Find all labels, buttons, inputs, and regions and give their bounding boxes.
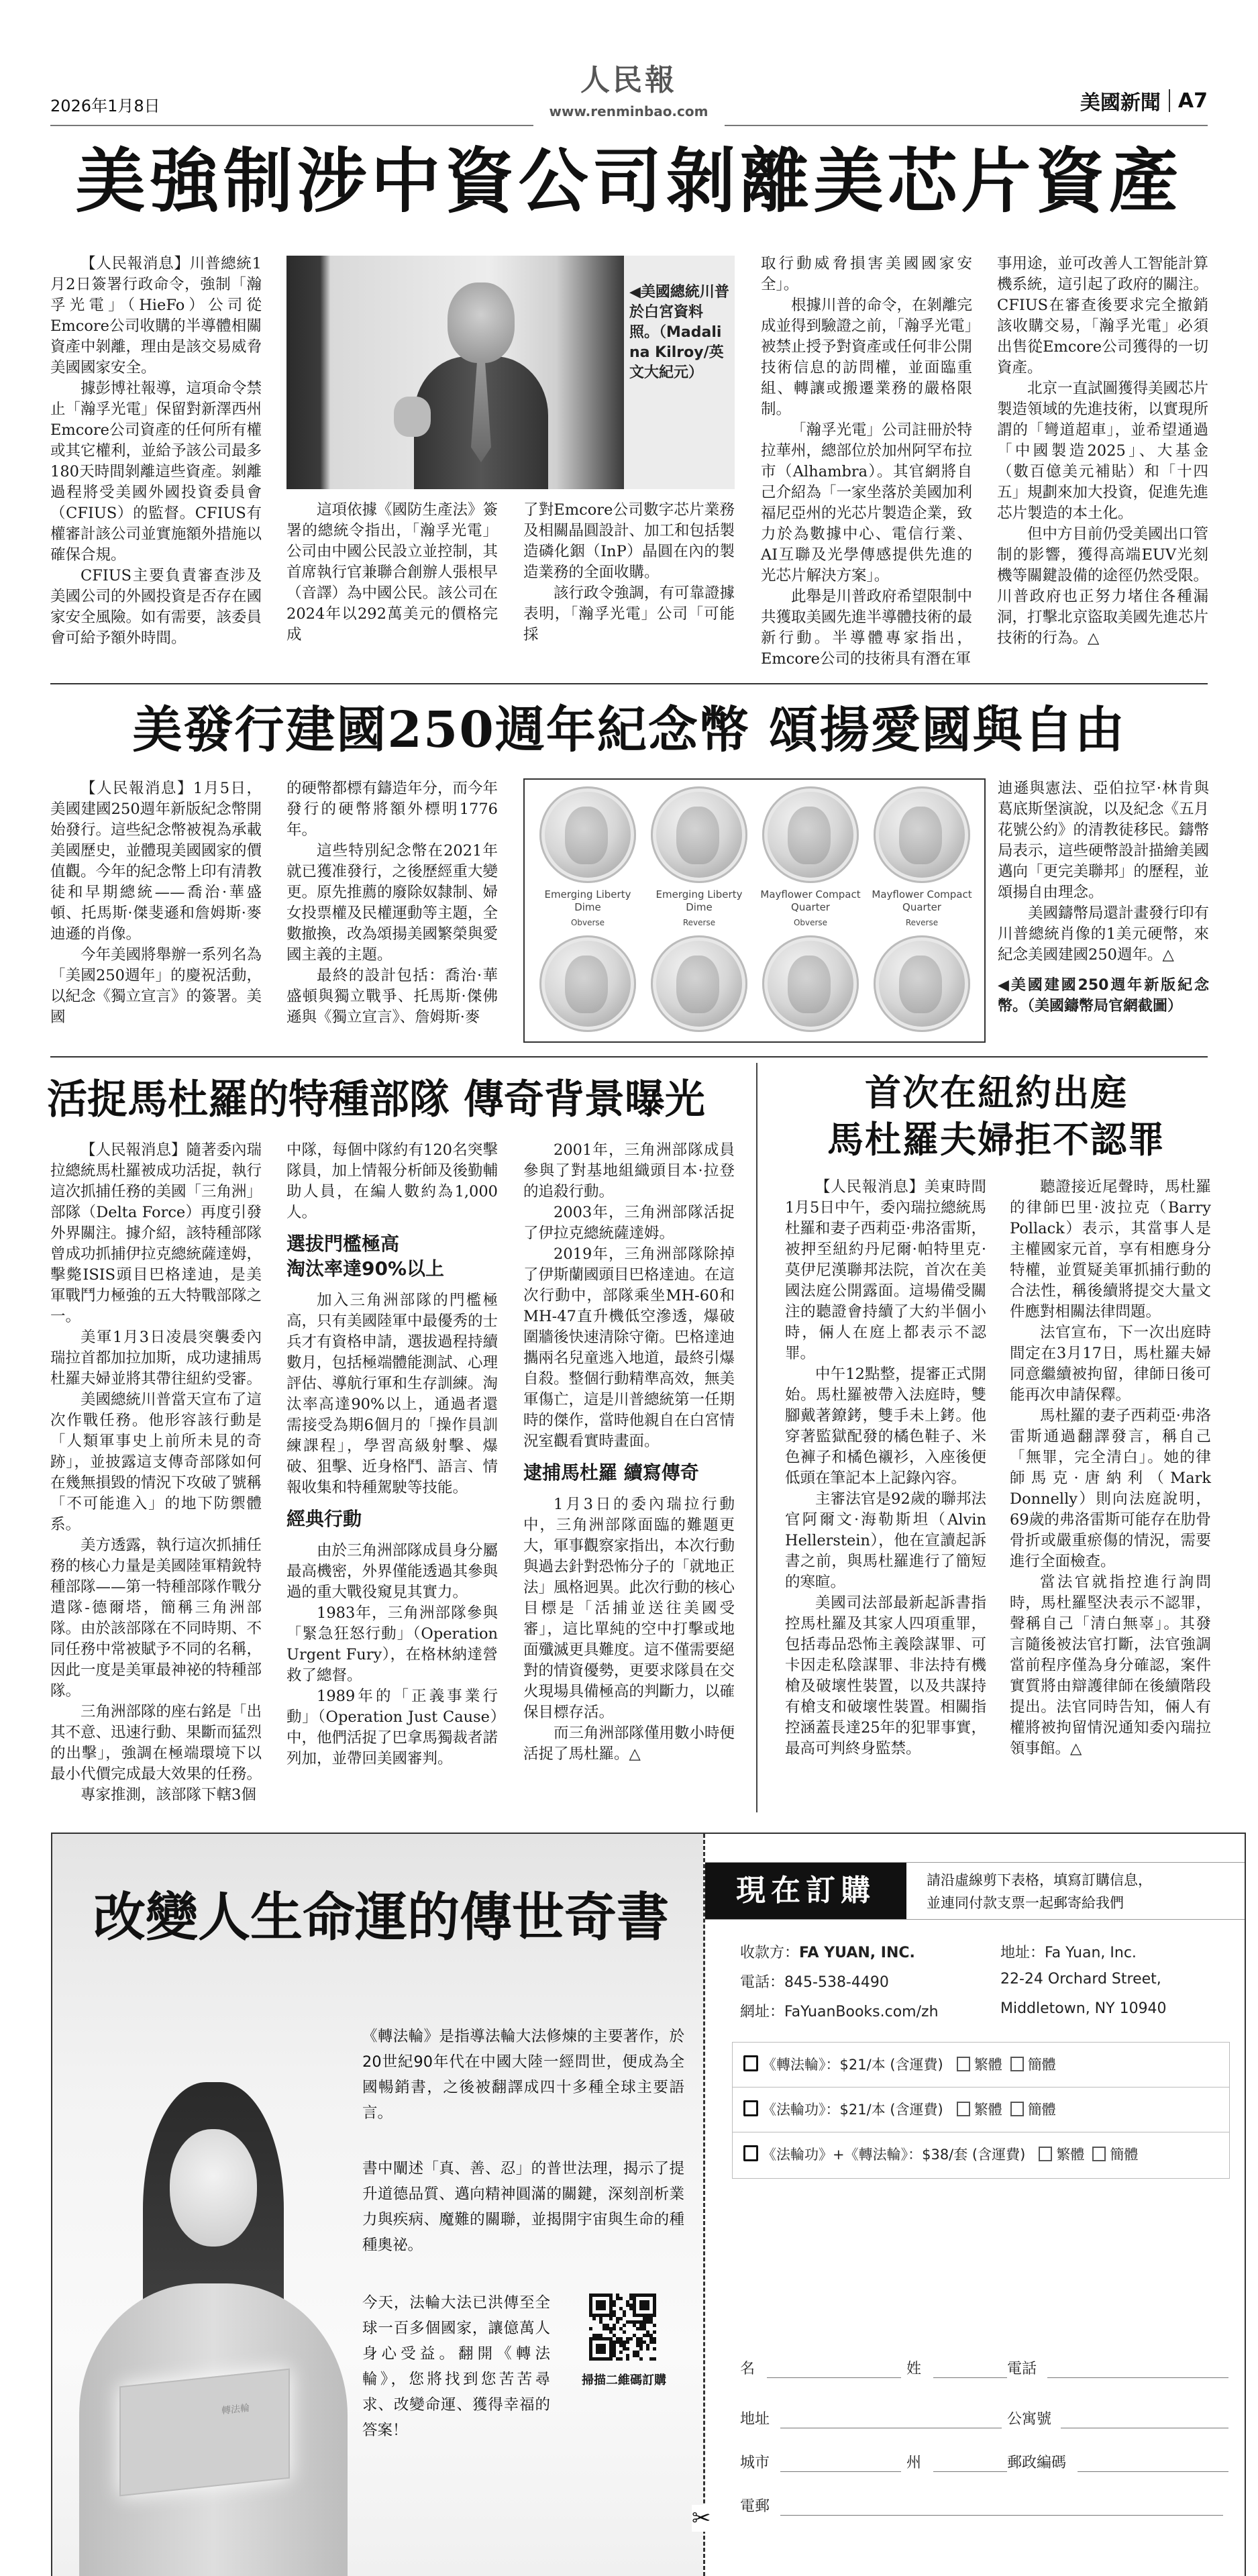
order-options (732, 2042, 1230, 2179)
coin-side: Obverse (570, 918, 605, 927)
paragraph: 聽證接近尾聲時，馬杜羅的律師巴里·波拉克（Barry Pollack）表示，其當事人是主權國家元首，享有相應身分特權，並質疑美軍抓捕行動的合法性，稱後續將提交大量文件應對相關法律問題。 (1010, 1178, 1211, 1321)
order-item: 《轉法輪》：$21/本 (含運費) (762, 2057, 943, 2073)
website-label: 網址： (740, 2004, 785, 2020)
simplified-checkbox[interactable] (1010, 2057, 1024, 2071)
issue-date: 2026年1月8日 (50, 97, 160, 115)
order-item: 《法輪功》+《轉法輪》：$38/套 (含運費) (762, 2147, 1026, 2163)
divider-article2 (50, 1056, 1208, 1058)
simplified-label: 簡體 (1027, 2102, 1056, 2118)
order-instruction-1: 請沿虛線剪下表格，填寫訂購信息， (927, 1872, 1152, 1888)
subheading: 選拔門檻極高 淘汰率達90%以上 (286, 1233, 445, 1280)
paragraph: 1月3日的委內瑞拉行動中，三角洲部隊面臨的難題更大，軍事觀察家指出，本次行動與過去針對恐怖分子的「就地正法」風格迥異。此次行動的核心目標是「活捕並送往美國受審」，這比單純的空中打擊或地面殲滅更具難度。這不僅需要絕對的情資優勢，更要求隊員在交火現場具備極高的判斷力，以確保目標存活。 (523, 1496, 735, 1721)
traditional-checkbox[interactable] (1039, 2147, 1052, 2161)
simplified-checkbox[interactable] (1010, 2102, 1024, 2116)
coin-name: Emerging Liberty Dime (656, 888, 743, 913)
article2-column-2 (286, 778, 498, 1028)
address-label: 地址 (740, 2411, 770, 2428)
order-checkbox[interactable] (743, 2055, 758, 2071)
order-option-row (733, 2088, 1229, 2132)
paragraph: 2001年，三角洲部隊成員參與了對基地組織頭目本·拉登的追殺行動。 (523, 1141, 735, 1200)
newspaper-logo: 人民報 (580, 63, 677, 97)
paragraph: 美軍1月3日凌晨突襲委內瑞拉首都加拉加斯，成功逮捕馬杜羅夫婦並將其帶往紐約受審。 (50, 1329, 262, 1388)
page-number: A7 (1177, 89, 1208, 113)
coin-image (762, 786, 859, 883)
paragraph: 美方透露，執行這次抓捕任務的核心力量是美國陸軍精銳特種部隊——第一特種部隊作戰分遣隊-德爾塔，簡稱三角洲部隊。由於該部隊在不同時期、不同任務中常被賦予不同的名稱，因此一度是美軍最神祕的特種部隊。 (50, 1537, 262, 1700)
paragraph: 此舉是川普政府希望限制中共獲取美國先進半導體技術的最新行動。半導體專家指出，Emcore公司的技術具有潛在軍 (761, 588, 973, 668)
simplified-label: 簡體 (1027, 2057, 1056, 2073)
phone-value: 845-538-4490 (784, 1974, 889, 1991)
ad-photo-woman-reading (79, 2082, 348, 2576)
paragraph: 美國總統川普當天宣布了這次作戰任務。他形容該行動是「人類軍事史上前所未見的奇跡」，並披露這支傳奇部隊如何在幾無損毀的情況下攻破了號稱「不可能進入」的地下防禦體系。 (50, 1391, 262, 1533)
zip-input[interactable] (1078, 2471, 1228, 2472)
article2-column-1 (50, 778, 262, 1028)
paragraph: 加入三角洲部隊的門檻極高，只有美國陸軍中最優秀的士兵才有資格申請，選拔過程持續數月，包括極端體能測試、心理評估、導航行軍和生存訓練。淘汰率高達90%以上，通過者還需接受為期6個月的「操作員訓練課程」，學習高級射擊、爆破、狙擊、近身格鬥、語言、情報收集和特種駕駛等技能。 (286, 1292, 499, 1496)
order-option-row (733, 2043, 1229, 2088)
paragraph: 由於三角洲部隊成員身分屬最高機密，外界僅能透過其參與過的重大戰役窺見其實力。 (286, 1542, 499, 1601)
first-name-input[interactable] (767, 2377, 901, 2378)
state-input[interactable] (933, 2471, 1007, 2472)
coin-label (757, 888, 864, 929)
coin-label (868, 888, 976, 929)
order-form-header (705, 1862, 1245, 1920)
paragraph: 法官宣布，下一次出庭時間定在3月17日，馬杜羅夫婦同意繼續被拘留，律師日後可能再次申請保釋。 (1010, 1324, 1211, 1404)
article1-photo-caption-box (624, 256, 735, 489)
scissors-icon: ✂ (692, 2505, 711, 2532)
coin-image (539, 786, 636, 883)
paragraph: 而三角洲部隊僅用數小時便活捉了馬杜羅。△ (523, 1724, 735, 1763)
coin-side: Reverse (905, 918, 939, 927)
paragraph: 【人民報消息】川普總統1月2日簽署行政命令，強制「瀚孚光電」（HieFo）公司從Emcore公司收購的半導體相關資產中剝離，理由是該交易威脅美國國家安全。 (50, 255, 262, 376)
order-form (692, 1834, 1246, 2576)
paragraph: 1983年，三角洲部隊參與「緊急狂怒行動」（Operation Urgent Fury），在格林納達營救了總督。 (286, 1604, 498, 1684)
paragraph: 馬杜羅的妻子西莉亞·弗洛雷斯通過翻譯發言，稱自己「無罪，完全清白」。她的律師馬克·唐納利（Mark Donnelly）則向法庭說明，69歲的弗洛雷斯可能存在肋骨骨折或嚴重瘀傷的情況，需要進行全面檢查。 (1010, 1407, 1211, 1570)
advertisement (51, 1833, 1246, 2576)
paragraph: 根據川普的命令，在剝離完成並得到驗證之前，「瀚孚光電」被禁止授予對資產或任何非公開技術信息的訪問權，並面臨重組、轉讓或搬遷業務的嚴格限制。 (761, 297, 973, 418)
article1-column-5 (997, 254, 1208, 649)
article3-column-2 (286, 1140, 498, 1769)
paragraph: 「瀚孚光電」公司註冊於特拉華州，總部位於加州阿罕布拉市（Alhambra）。其官網將自己介紹為「一家坐落於美國加利福尼亞州的光芯片製造企業，致力於為數據中心、電信行業、AI互聯及光學傳感提供先進的光芯片解決方案」。 (761, 421, 973, 584)
book-icon (119, 2369, 290, 2497)
state-label: 州 (906, 2455, 922, 2471)
coin-side: Obverse (793, 918, 828, 927)
address-line1: Fa Yuan, Inc. (1045, 1945, 1137, 1961)
order-option-row (733, 2132, 1229, 2177)
article1-column-4 (761, 254, 972, 670)
paragraph: 但中方目前仍受美國出口管制的影響，獲得高端EUV光刻機等關鍵設備的途徑仍然受限。川普政府也正努力堵住各種漏洞，打擊北京盜取美國先進芯片技術的行為。△ (997, 525, 1209, 647)
ad-title: 改變人生命運的傳世奇書 (93, 1887, 669, 1948)
email-label: 電郵 (740, 2498, 770, 2515)
website-value[interactable]: FaYuanBooks.com/zh (784, 2004, 939, 2020)
paragraph: 美國司法部最新起訴書指控馬杜羅及其家人四項重罪，包括毒品恐怖主義陰謀罪、可卡因走私陰謀罪、非法持有機槍及破壞性裝置，以及共謀持有槍支和破壞性裝置。相關指控涵蓋長達25年的犯罪事實，最高可判終身監禁。 (785, 1594, 986, 1757)
ad-paragraph-3: 今天，法輪大法已洪傳至全球一百多個國家，讓億萬人身心受益。翻開《轉法輪》，您將找到您苦苦尋求、改變命運、獲得幸福的答案！ (362, 2294, 550, 2439)
simplified-label: 簡體 (1110, 2147, 1139, 2163)
paragraph: 當法官就指控進行詢問時，馬杜羅堅決表示不認罪，聲稱自己「清白無辜」。其發言隨後被法官打斷，法官強調當前程序僅為身分確認，案件實質將由辯護律師在後續階段提出。法官同時告知，倆人有權將被拘留情況通知委內瑞拉領事館。△ (1010, 1574, 1211, 1757)
simplified-checkbox[interactable] (1092, 2147, 1106, 2161)
divider-article1 (50, 683, 1208, 684)
paragraph: 【人民報消息】隨著委內瑞拉總統馬杜羅被成功活捉，執行這次抓捕任務的美國「三角洲」部隊（Delta Force）再度引發外界關注。據介紹，該特種部隊曾成功抓捕伊拉克總統薩達姆，擊斃ISIS頭目巴格達迪，是美軍戰鬥力極強的五大特戰部隊之一。 (50, 1141, 262, 1325)
coin-name: Mayflower Compact Quarter (872, 888, 972, 913)
coin-image (874, 935, 970, 1032)
paragraph: 三角洲部隊的座右銘是「出其不意、迅速行動、果斷而猛烈的出擊」，強調在極端環境下以最小代價完成最大效果的任務。 (50, 1703, 262, 1783)
paragraph: 的硬幣都標有鑄造年分，而今年發行的硬幣將額外標明1776年。 (286, 780, 499, 839)
apartment-label: 公寓號 (1007, 2411, 1052, 2428)
website-url[interactable]: www.renminbao.com (549, 103, 709, 119)
article2-column-3 (998, 778, 1209, 1017)
order-now-title: 現在訂購 (705, 1863, 906, 1919)
article1-photo (286, 256, 624, 489)
paragraph: 據彭博社報導，這項命令禁止「瀚孚光電」保留對新澤西州Emcore公司資產的任何所有權或其它權利，並給予該公司最多180天時間剝離這些資產。剝離過程將受美國外國投資委員會（CFIUS）的監督。CFIUS有權審計該公司並實施額外措施以確保合規。 (50, 380, 262, 564)
paragraph: 該行政令強調，有可靠證據表明，「瀚孚光電」公司「可能採 (523, 584, 735, 643)
address-line3: Middletown, NY 10940 (1000, 2000, 1167, 2017)
ad-paragraph-2: 書中闡述「真、善、忍」的普世法理，揭示了提升道德品質、邁向精神圓滿的關鍵，深刻剖析業力與疾病、魔難的關聯，並揭開宇宙與生命的種種奧祕。 (362, 2160, 684, 2254)
article4-column-1 (785, 1177, 986, 1759)
coins-image (523, 778, 986, 1043)
article3-column-3 (523, 1140, 735, 1765)
city-input[interactable] (780, 2471, 901, 2472)
paragraph: 了對Emcore公司數字芯片業務及相關晶圓設計、加工和包括製造磷化銦（InP）晶圓在內的製造業務的全面收購。 (523, 501, 735, 581)
traditional-checkbox[interactable] (957, 2057, 970, 2071)
paragraph: 主審法官是92歲的聯邦法官阿爾文·海勒斯坦（Alvin Hellerstein），他在宣讀起訴書之前，與馬杜羅進行了簡短的寒暄。 (785, 1490, 986, 1591)
last-name-input[interactable] (933, 2377, 1007, 2378)
article1-photo-caption: ◀美國總統川普於白宮資料照。（Madalina Kilroy/英文大紀元） (629, 284, 729, 381)
paragraph: 迪遜與憲法、亞伯拉罕·林肯與葛底斯堡演說，以及紀念《五月花號公約》的清教徒移民。鑄幣局表示，這些硬幣設計描繪美國邁向「更完美聯邦」的歷程，並頌揚自由理念。 (998, 780, 1210, 901)
section-label: 美國新聞 (1080, 91, 1161, 115)
paragraph: 中隊，每個中隊約有120名突擊隊員，加上情報分析師及後勤輔助人員，在編人數約為1,000人。 (286, 1141, 499, 1221)
traditional-label: 繁體 (1056, 2147, 1085, 2163)
first-name-label: 名 (740, 2361, 755, 2377)
book-title: 轉法輪 (221, 2402, 250, 2417)
subheading: 逮捕馬杜羅 續寫傳奇 (523, 1461, 699, 1484)
payee-label: 收款方： (740, 1945, 800, 1961)
coin-image (651, 786, 747, 883)
article1-headline: 美強制涉中資公司剝離美芯片資產 (75, 140, 1183, 222)
coin-image (762, 935, 859, 1032)
address-line2: 22-24 Orchard Street, (1000, 1971, 1161, 1988)
paragraph: 專家推測，該部隊下轄3個 (81, 1786, 256, 1804)
masthead-rule-left (50, 125, 533, 126)
masthead-rule-right (725, 125, 1208, 126)
article2-photo-caption: ◀美國建國250週年新版紀念幣。（美國鑄幣局官網截圖） (998, 977, 1209, 1015)
last-name-label: 姓 (906, 2361, 922, 2377)
traditional-label: 繁體 (974, 2057, 1002, 2073)
paragraph: 北京一直試圖獲得美國芯片製造領域的先進技術，以實現所謂的「彎道超車」，並希望通過「中國製造2025」、大基金（數百億美元補貼）和「十四五」規劃來加大投資，促進先進芯片製造的本土化。 (997, 380, 1209, 522)
paragraph: 【人民報消息】美東時間1月5日中午，委內瑞拉總統馬杜羅和妻子西莉亞·弗洛雷斯，被押至紐約丹尼爾·帕特里克·莫伊尼漢聯邦法院，首次在美國法庭公開露面。這場備受關注的聽證會持續了大約半個小時，倆人在庭上都表示不認罪。 (785, 1178, 986, 1362)
column-divider (756, 1063, 757, 1812)
email-input[interactable] (780, 2515, 1223, 2516)
order-instruction-2: 並連同付款支票一起郵寄給我們 (927, 1895, 1124, 1911)
section-name (1080, 86, 1208, 115)
paragraph: 美國鑄幣局還計畫發行印有川普總統肖像的1美元硬幣，來紀念美國建國250週年。△ (998, 905, 1210, 964)
address-label: 地址： (1000, 1945, 1045, 1961)
qr-caption: 掃描二維碼訂購 (582, 2373, 666, 2387)
subheading: 經典行動 (286, 1508, 362, 1530)
paragraph: 事用途，並可改善人工智能計算機系統，這引起了政府的關注。CFIUS在審查後要求完全撤銷該收購交易，「瀚孚光電」必須出售從Emcore公司獲得的一切資產。 (997, 255, 1209, 376)
phone-input[interactable] (1047, 2377, 1228, 2378)
traditional-checkbox[interactable] (957, 2102, 970, 2116)
payee-value: FA YUAN, INC. (799, 1945, 915, 1961)
paragraph: CFIUS主要負責審查涉及美國公司的外國投資是否存在國家安全風險。如有需要，該委員會可給予額外時間。 (50, 567, 262, 647)
paragraph: 最終的設計包括：喬治·華盛頓與獨立戰爭、托馬斯·傑佛遜與《獨立宣言》、詹姆斯·麥 (286, 967, 498, 1026)
article1-column-3 (523, 500, 735, 646)
phone-label: 電話： (740, 1974, 785, 1991)
coin-name: Mayflower Compact Quarter (760, 888, 861, 913)
paragraph: 【人民報消息】1月5日，美國建國250週年新版紀念幣開始發行。這些紀念幣被視為承載美國歷史，並體現美國國家的價值觀。今年的紀念幣上印有清教徒和早期總統——喬治·華盛頓、托馬斯·傑斐遜和詹姆斯·麥迪遜的肖像。 (50, 780, 262, 943)
paragraph: 今年美國將舉辦一系列名為「美國250週年」的慶祝活動，以紀念《獨立宣言》的簽署。美國 (50, 946, 262, 1026)
coin-side: Reverse (682, 918, 716, 927)
paragraph: 這項依據《國防生產法》簽署的總統令指出，「瀚孚光電」公司由中國公民設立並控制，其首席執行官兼聯合創辦人張根早（音譯）為中國公民。該公司在2024年以292萬美元的價格完成 (286, 501, 499, 643)
section-divider (1169, 89, 1170, 112)
order-item: 《法輪功》：$21/本 (含運費) (762, 2102, 943, 2118)
article1-column-2 (286, 500, 498, 646)
coin-image (539, 935, 636, 1032)
paragraph: 這些特別紀念幣在2021年就已獲准發行，之後歷經重大變更。原先推薦的廢除奴隸制、婦女投票權及民權運動等主題，全數撤換，改為頌揚美國繁榮與愛國主義的主題。 (286, 842, 499, 964)
traditional-label: 繁體 (974, 2102, 1002, 2118)
paragraph: 中午12點整，提審正式開始。馬杜羅被帶入法庭時，雙腳戴著鐐銬，雙手未上銬。他穿著監獄配發的橘色鞋子、米色褲子和橘色襯衫，入座後便低頭在筆記本上記錄內容。 (785, 1366, 986, 1487)
article4-headline-line2: 馬杜羅夫婦拒不認罪 (827, 1118, 1165, 1161)
coin-label (645, 888, 753, 929)
order-checkbox[interactable] (743, 2145, 758, 2161)
paragraph: 2019年，三角洲部隊除掉了伊斯蘭國頭目巴格達迪。在這次行動中，部隊乘坐MH-60和MH-47直升機低空滲透，爆破圍牆後快速清除守衛。巴格達迪攜兩名兒童逃入地道，最終引爆自殺。整個行動精準高效，無美軍傷亡，這是川普總統第一任期時的傑作，當時他親自在白宮情況室觀看實時畫面。 (523, 1245, 735, 1450)
ad-paragraph-1: 《轉法輪》是指導法輪大法修煉的主要著作，於20世紀90年代在中國大陸一經問世，便成為全國暢銷書，之後被翻譯成四十多種全球主要語言。 (362, 2028, 684, 2122)
article3-headline: 活捉馬杜羅的特種部隊 傳奇背景曝光 (47, 1076, 705, 1123)
coin-name: Emerging Liberty Dime (544, 888, 631, 913)
article1-column-1 (50, 254, 262, 649)
paragraph: 取行動威脅損害美國國家安全」。 (761, 255, 972, 293)
city-label: 城市 (740, 2455, 770, 2471)
paragraph: 2003年，三角洲部隊活捉了伊拉克總統薩達姆。 (523, 1204, 735, 1242)
coin-image (651, 935, 747, 1032)
paragraph: 1989年的「正義事業行動」（Operation Just Cause）中，他們活捉了巴拿馬獨裁者諾列加，並帶回美國審判。 (286, 1688, 499, 1767)
zip-label: 郵政編碼 (1007, 2455, 1067, 2471)
article4-column-2 (1010, 1177, 1211, 1759)
article2-headline: 美發行建國250週年紀念幣 頌揚愛國與自由 (132, 701, 1126, 759)
article3-column-1 (50, 1140, 262, 1806)
order-checkbox[interactable] (743, 2100, 758, 2116)
coin-label (534, 888, 641, 929)
coin-image (874, 786, 970, 883)
phone-label: 電話 (1007, 2361, 1037, 2377)
ad-left-panel (52, 1834, 703, 2576)
qr-code[interactable] (589, 2294, 656, 2361)
article4-headline-line1: 首次在紐約出庭 (865, 1071, 1128, 1114)
